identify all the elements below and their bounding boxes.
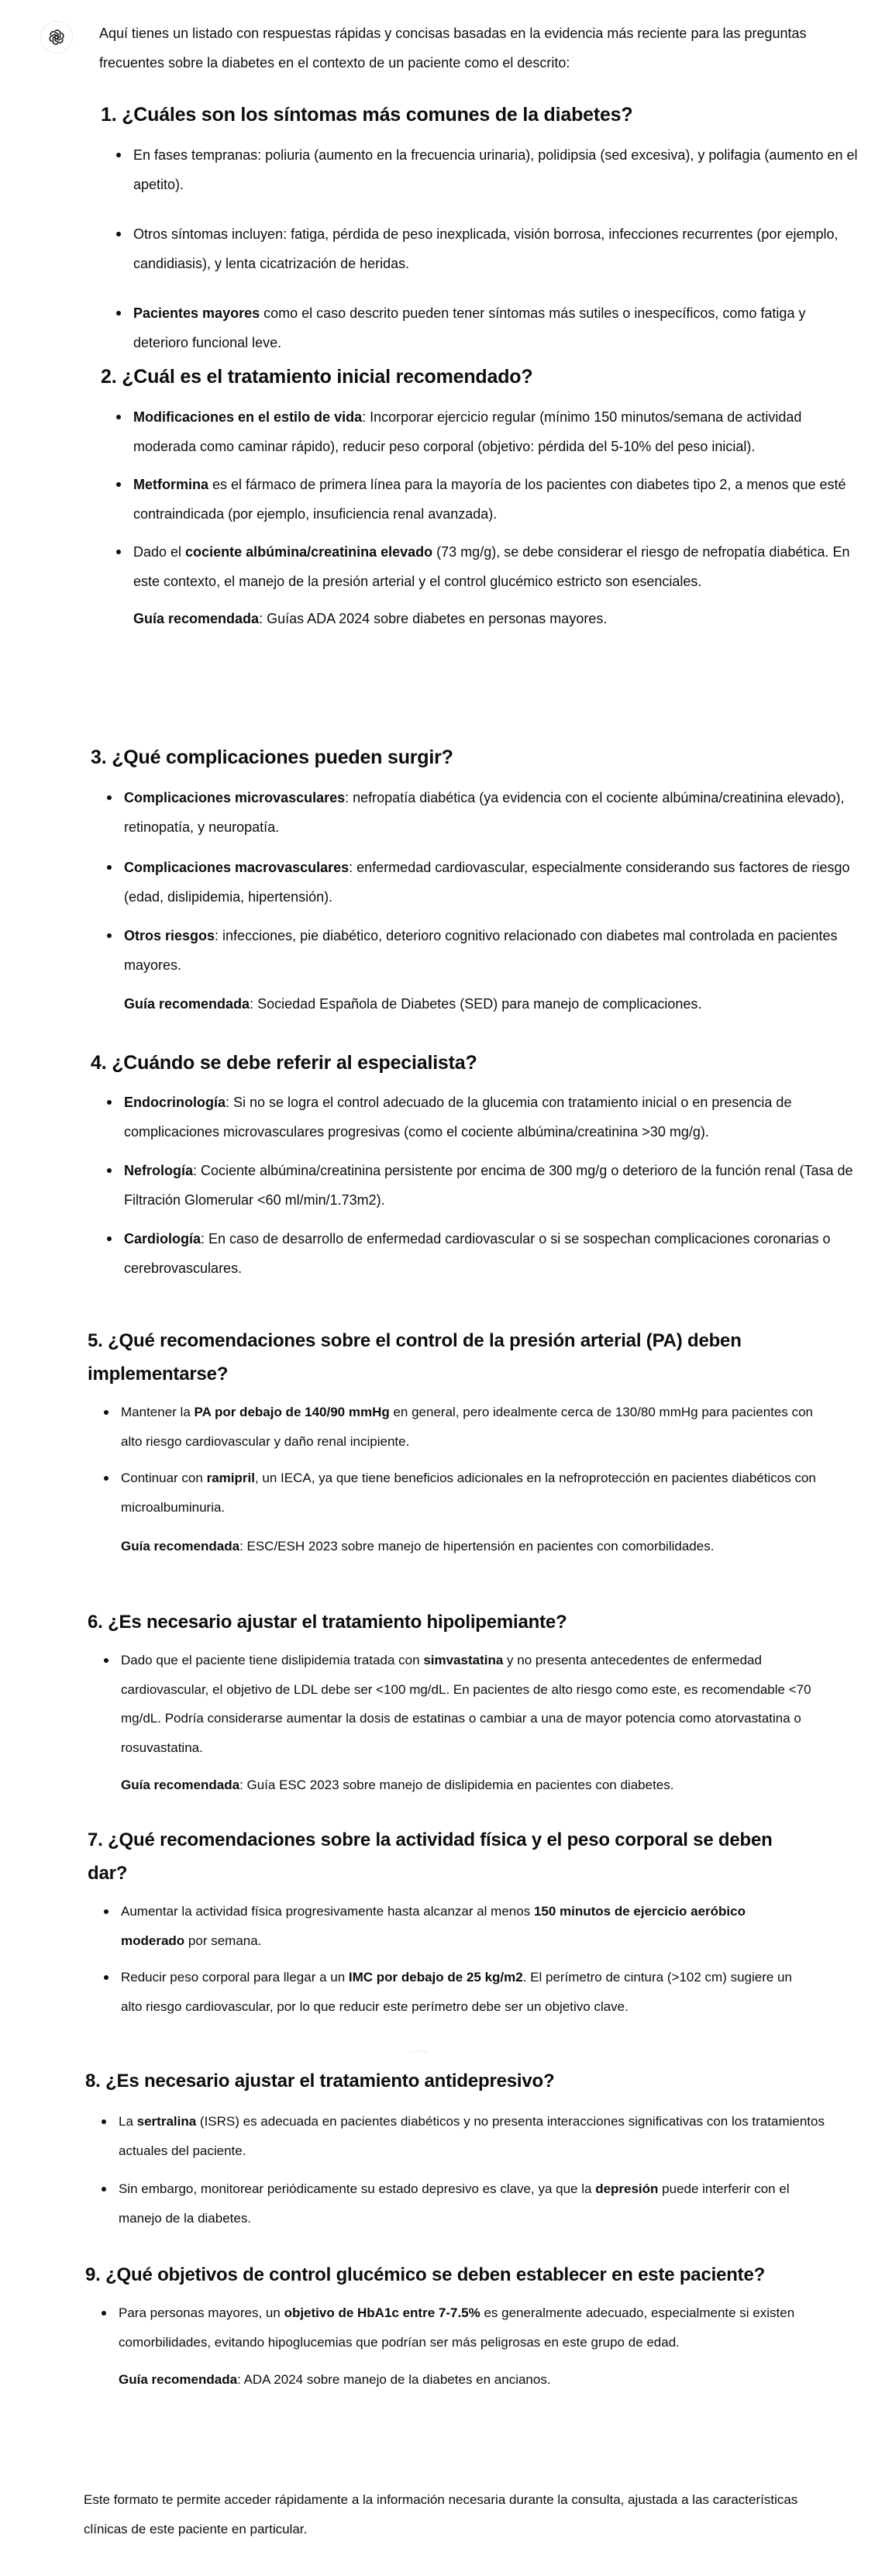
list-item: Para personas mayores, un objetivo de HbA1c entre 7-7.5% es generalmente adecuado, especialmente si existen comorbilidades, evitando hipoglucemias que podrían ser más peligrosas en este grupo de edad.: [119, 2298, 829, 2357]
section-2: [101, 360, 860, 633]
list-item: Complicaciones macrovasculares: enfermedad cardiovascular, especialmente considerando sus factores de riesgo (edad, dislipidemia, hipertensión).: [124, 853, 858, 912]
list-item: En fases tempranas: poliuria (aumento en la frecuencia urinaria), polidipsia (sed excesiva), y polifagia (aumento en el apetito).: [133, 140, 860, 199]
list-item: La sertralina (ISRS) es adecuada en pacientes diabéticos y no presenta interacciones significativas con los tratamientos actuales del paciente.: [119, 2107, 829, 2165]
list-item: Nefrología: Cociente albúmina/creatinina persistente por encima de 300 mg/g o deterioro de la función renal (Tasa de Filtración Glomerular <60 ml/min/1.73m2).: [124, 1156, 858, 1215]
assistant-avatar: [40, 21, 73, 53]
list-item: Sin embargo, monitorear periódicamente su estado depresivo es clave, ya que la depresión puede interferir con el manejo de la diabetes.: [119, 2174, 829, 2233]
guide-note: Guía recomendada: ESC/ESH 2023 sobre manejo de hipertensión en pacientes con comorbilidades.: [121, 1539, 715, 1554]
section-8: [85, 2064, 829, 2233]
section-1: [101, 98, 860, 357]
section-7: [88, 1823, 801, 2021]
list-item: Reducir peso corporal para llegar a un IMC por debajo de 25 kg/m2. El perímetro de cintura (>102 cm) sugiere un alto riesgo cardiovascular, por lo que reducir este perímetro debe ser un objetivo clave.: [121, 1963, 801, 2021]
section-heading: 6. ¿Es necesario ajustar el tratamiento hipolipemiante?: [88, 1612, 567, 1633]
section-5: [88, 1324, 832, 1561]
scroll-indicator-arc: [409, 2050, 429, 2060]
section-heading: 9. ¿Qué objetivos de control glucémico se deben establecer en este paciente?: [85, 2264, 766, 2285]
guide-note: Guía recomendada: ADA 2024 sobre manejo de la diabetes en ancianos.: [119, 2372, 551, 2387]
guide-note: Guía recomendada: Sociedad Española de Diabetes (SED) para manejo de complicaciones.: [124, 996, 702, 1012]
section-6: [88, 1605, 832, 1800]
list-item: Complicaciones microvasculares: nefropatía diabética (ya evidencia con el cociente albúmina/creatinina elevado), retinopatía, y neuropatía.: [124, 783, 858, 842]
closing-block: [84, 2485, 812, 2543]
list-item: Continuar con ramipril, un IECA, ya que tiene beneficios adicionales en la nefroprotección en pacientes diabéticos con microalbuminuria.: [121, 1464, 832, 1522]
section-3: [91, 741, 858, 1019]
list-item: Metformina es el fármaco de primera línea para la mayoría de los pacientes con diabetes tipo 2, a menos que esté contraindicada (por ejemplo, insuficiencia renal avanzada).: [133, 470, 860, 529]
section-4: [91, 1047, 858, 1283]
list-item: Endocrinología: Si no se logra el control adecuado de la glucemia con tratamiento inicial o en presencia de complicaciones microvasculares progresivas (como el cociente albúmina/creatinina >30 mg/g).: [124, 1088, 858, 1147]
section-heading: 5. ¿Qué recomendaciones sobre el control de la presión arterial (PA) deben implementarse?: [88, 1330, 742, 1385]
list-item: Dado que el paciente tiene dislipidemia tratada con simvastatina y no presenta antecedentes de enfermedad cardiovascular, el objetivo de LDL debe ser <100 mg/dL. En pacientes de alto riesgo como este, es recomendable <70 mg/dL. Podría considerarse aumentar la dosis de estatinas o cambiar a una de mayor potencia como atorvastatina o rosuvastatina.: [121, 1646, 832, 1762]
section-heading: 3. ¿Qué complicaciones pueden surgir?: [91, 747, 453, 768]
list-item: Mantener la PA por debajo de 140/90 mmHg en general, pero idealmente cerca de 130/80 mmHg para pacientes con alto riesgo cardiovascular y daño renal incipiente.: [121, 1398, 832, 1456]
section-heading: 7. ¿Qué recomendaciones sobre la actividad física y el peso corporal se deben dar?: [88, 1829, 773, 1884]
openai-logo-icon: [48, 29, 65, 46]
guide-note: Guía recomendada: Guías ADA 2024 sobre diabetes en personas mayores.: [133, 611, 608, 626]
list-item: Aumentar la actividad física progresivamente hasta alcanzar al menos 150 minutos de ejercicio aeróbico moderado por semana.: [121, 1897, 801, 1955]
closing-paragraph: Este formato te permite acceder rápidamente a la información necesaria durante la consulta, ajustada a las características clínicas de este paciente en particular.: [84, 2492, 798, 2536]
list-item: Otros síntomas incluyen: fatiga, pérdida de peso inexplicada, visión borrosa, infecciones recurrentes (por ejemplo, candidiasis), y lenta cicatrización de heridas.: [133, 219, 860, 278]
guide-note: Guía recomendada: Guía ESC 2023 sobre manejo de dislipidemia en pacientes con diabetes.: [121, 1778, 674, 1792]
section-heading: 4. ¿Cuándo se debe referir al especialista?: [91, 1052, 477, 1074]
list-item: Otros riesgos: infecciones, pie diabético, deterioro cognitivo relacionado con diabetes mal controlada en pacientes mayores.: [124, 921, 858, 980]
section-heading: 1. ¿Cuáles son los síntomas más comunes de la diabetes?: [101, 104, 633, 126]
list-item: Cardiología: En caso de desarrollo de enfermedad cardiovascular o si se sospechan complicaciones coronarias o cerebrovasculares.: [124, 1224, 858, 1283]
list-item: Modificaciones en el estilo de vida: Incorporar ejercicio regular (mínimo 150 minutos/semana de actividad moderada como caminar rápido), reducir peso corporal (objetivo: pérdida del 5-10% del peso inicial).: [133, 402, 860, 461]
intro-paragraph: Aquí tienes un listado con respuestas rápidas y concisas basadas en la evidencia más reciente para las preguntas frecuentes sobre la diabetes en el contexto de un paciente como el descrito:: [99, 26, 807, 71]
section-heading: 2. ¿Cuál es el tratamiento inicial recomendado?: [101, 366, 533, 388]
intro-block: [99, 19, 843, 78]
section-9: [85, 2258, 829, 2395]
list-item: Dado el cociente albúmina/creatinina elevado (73 mg/g), se debe considerar el riesgo de nefropatía diabética. En este contexto, el manejo de la presión arterial y el control glucémico estricto son esenciales.: [133, 537, 860, 596]
list-item: Pacientes mayores como el caso descrito pueden tener síntomas más sutiles o inespecíficos, como fatiga y deterioro funcional leve.: [133, 298, 860, 357]
section-heading: 8. ¿Es necesario ajustar el tratamiento antidepresivo?: [85, 2071, 555, 2091]
